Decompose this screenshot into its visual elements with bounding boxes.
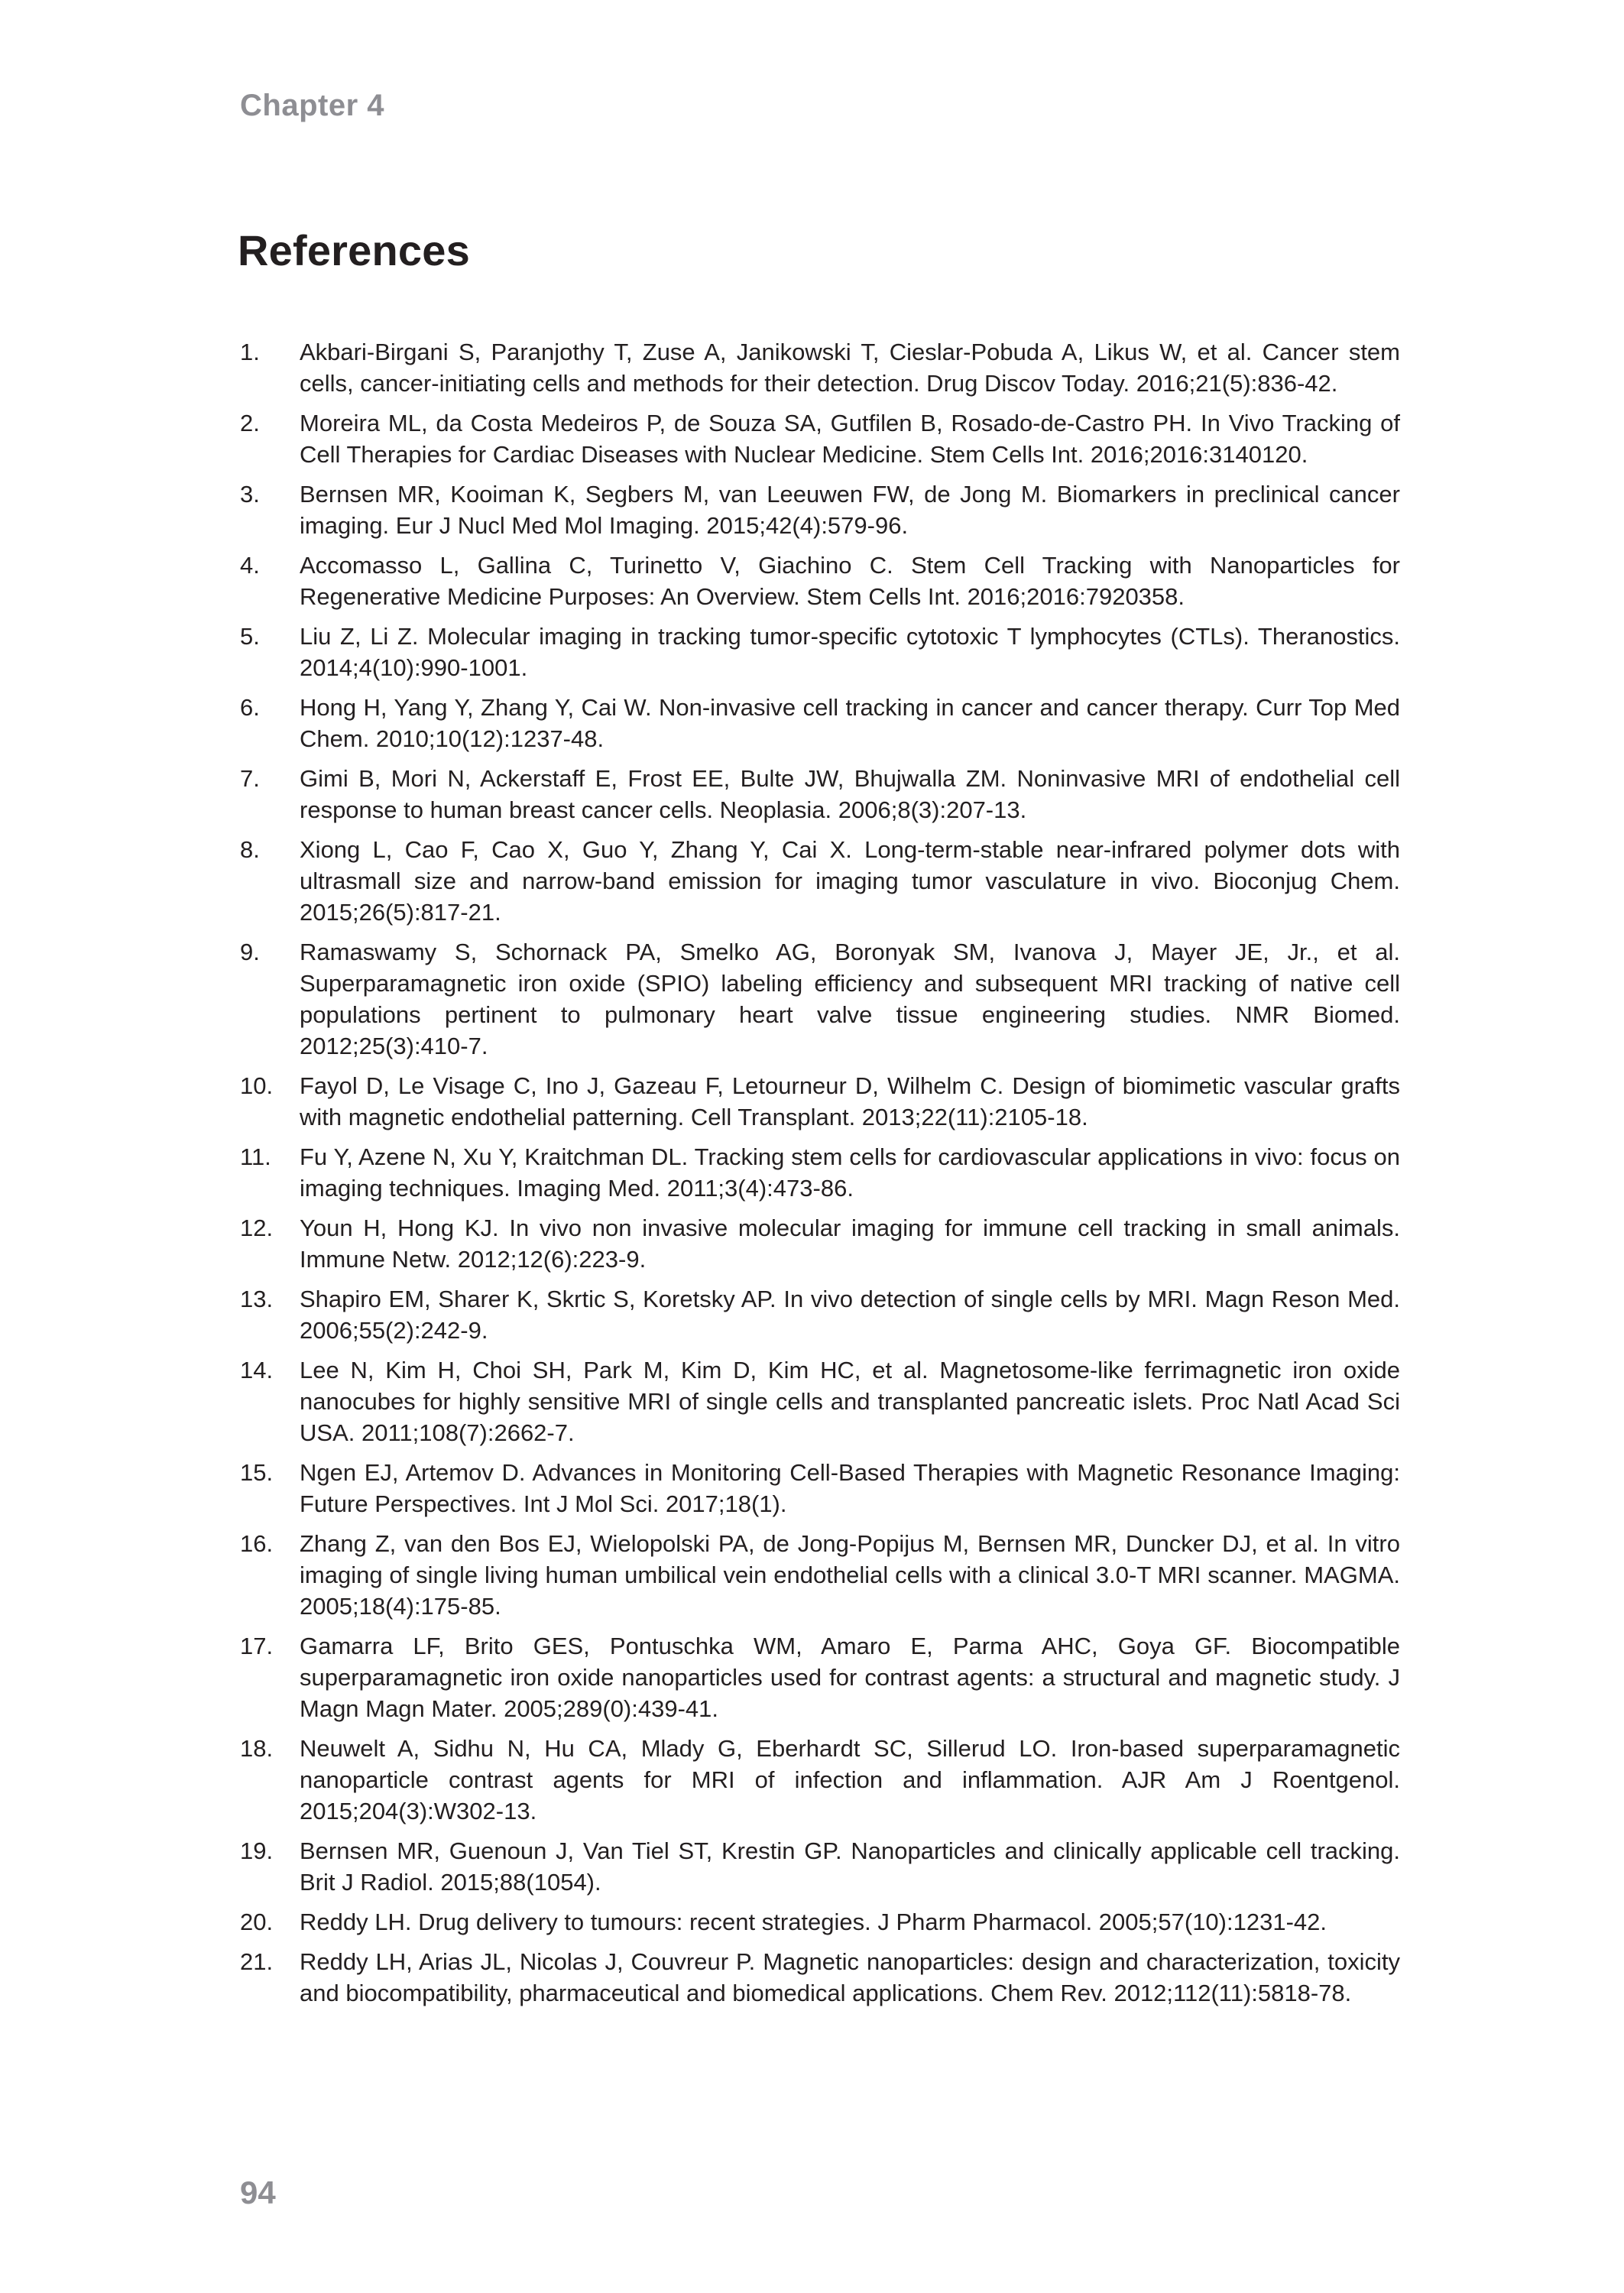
reference-number: 4. [240,552,260,579]
reference-item [240,936,1400,1062]
reference-item [240,834,1400,928]
reference-number: 10. [240,1072,274,1099]
reference-text: Liu Z, Li Z. Molecular imaging in tracking tumor-specific cytotoxic T lymphocytes (CTLs). Theranostics. 2014;4(10):990-1001. [300,623,1400,681]
reference-item [240,692,1400,754]
reference-item [240,1733,1400,1827]
reference-text: Moreira ML, da Costa Medeiros P, de Souza SA, Gutfilen B, Rosado-de-Castro PH. In Vivo Tracking of Cell Therapies for Cardiac Diseases with Nuclear Medicine. Stem Cells Int. 2016;2016:3140120. [300,410,1400,468]
reference-item [240,1630,1400,1724]
reference-item [240,763,1400,825]
reference-number: 3. [240,481,260,508]
reference-item [240,1528,1400,1622]
reference-text: Zhang Z, van den Bos EJ, Wielopolski PA, de Jong-Popijus M, Bernsen MR, Duncker DJ, et al. In vitro imaging of single living human umbilical vein endothelial cells with a clinical 3.0-T MRI scanner. MAGMA. 2005;18(4):175-85. [300,1530,1400,1620]
reference-text: Bernsen MR, Guenoun J, Van Tiel ST, Krestin GP. Nanoparticles and clinically applicable cell tracking. Brit J Radiol. 2015;88(1054). [300,1837,1400,1896]
reference-number: 5. [240,623,260,650]
reference-text: Reddy LH. Drug delivery to tumours: recent strategies. J Pharm Pharmacol. 2005;57(10):1231-42. [300,1909,1327,1935]
reference-number: 11. [240,1143,271,1170]
reference-number: 13. [240,1286,274,1312]
reference-number: 14. [240,1357,274,1383]
reference-item [240,1212,1400,1275]
reference-number: 17. [240,1633,274,1659]
reference-text: Youn H, Hong KJ. In vivo non invasive molecular imaging for immune cell tracking in small animals. Immune Netw. 2012;12(6):223-9. [300,1215,1400,1273]
reference-number: 9. [240,939,260,965]
reference-text: Akbari-Birgani S, Paranjothy T, Zuse A, Janikowski T, Cieslar-Pobuda A, Likus W, et al. Cancer stem cells, cancer-initiating cells and methods for their detection. Drug Discov Today. 2016;21(5):836-42. [300,339,1400,397]
reference-item [240,1457,1400,1519]
reference-item [240,621,1400,683]
reference-item [240,336,1400,399]
page-number: 94 [240,2175,276,2210]
reference-number: 2. [240,410,260,436]
reference-text: Shapiro EM, Sharer K, Skrtic S, Koretsky AP. In vivo detection of single cells by MRI. Magn Reson Med. 2006;55(2):242-9. [300,1286,1400,1344]
reference-text: Fu Y, Azene N, Xu Y, Kraitchman DL. Tracking stem cells for cardiovascular applications in vivo: focus on imaging techniques. Imaging Med. 2011;3(4):473-86. [300,1143,1400,1202]
reference-item [240,478,1400,541]
reference-text: Lee N, Kim H, Choi SH, Park M, Kim D, Kim HC, et al. Magnetosome-like ferrimagnetic iron oxide nanocubes for highly sensitive MRI of single cells and transplanted pancreatic islets. Proc Natl Acad Sci USA. 2011;108(7):2662-7. [300,1357,1400,1446]
reference-number: 16. [240,1530,274,1557]
reference-text: Neuwelt A, Sidhu N, Hu CA, Mlady G, Eberhardt SC, Sillerud LO. Iron-based superparamagnetic nanoparticle contrast agents for MRI of infection and inflammation. AJR Am J Roentgenol. 2015;204(3):W302-13. [300,1735,1400,1824]
reference-item [240,1354,1400,1448]
reference-number: 20. [240,1909,274,1935]
reference-text: Gimi B, Mori N, Ackerstaff E, Frost EE, Bulte JW, Bhujwalla ZM. Noninvasive MRI of endothelial cell response to human breast cancer cells. Neoplasia. 2006;8(3):207-13. [300,765,1400,823]
reference-list [240,336,1400,2009]
reference-text: Hong H, Yang Y, Zhang Y, Cai W. Non-invasive cell tracking in cancer and cancer therapy. Curr Top Med Chem. 2010;10(12):1237-48. [300,694,1400,752]
reference-item [240,407,1400,470]
reference-number: 1. [240,339,260,365]
reference-number: 7. [240,765,260,792]
reference-text: Accomasso L, Gallina C, Turinetto V, Giachino C. Stem Cell Tracking with Nanoparticles for Regenerative Medicine Purposes: An Overview. Stem Cells Int. 2016;2016:7920358. [300,552,1400,610]
reference-item [240,1141,1400,1204]
reference-text: Ngen EJ, Artemov D. Advances in Monitoring Cell-Based Therapies with Magnetic Resonance Imaging: Future Perspectives. Int J Mol Sci. 2017;18(1). [300,1459,1400,1517]
reference-number: 15. [240,1459,274,1486]
reference-number: 12. [240,1215,274,1241]
reference-number: 6. [240,694,260,721]
reference-item [240,550,1400,612]
reference-item [240,1835,1400,1898]
running-header-chapter: Chapter 4 [240,89,384,122]
page-title: References [238,226,470,274]
reference-item [240,1946,1400,2009]
reference-item [240,1906,1400,1938]
reference-number: 19. [240,1837,274,1864]
reference-text: Gamarra LF, Brito GES, Pontuschka WM, Amaro E, Parma AHC, Goya GF. Biocompatible superparamagnetic iron oxide nanoparticles used for contrast agents: a structural and magnetic study. J Magn Magn Mater. 2005;289(0):439-41. [300,1633,1400,1722]
reference-number: 8. [240,836,260,863]
reference-number: 21. [240,1948,274,1975]
reference-item [240,1283,1400,1346]
reference-text: Ramaswamy S, Schornack PA, Smelko AG, Boronyak SM, Ivanova J, Mayer JE, Jr., et al. Superparamagnetic iron oxide (SPIO) labeling efficiency and subsequent MRI tracking of native cell populations pertinent to pulmonary heart valve tissue engineering studies. NMR Biomed. 2012;25(3):410-7. [300,939,1400,1059]
reference-text: Xiong L, Cao F, Cao X, Guo Y, Zhang Y, Cai X. Long-term-stable near-infrared polymer dots with ultrasmall size and narrow-band emission for imaging tumor vasculature in vivo. Bioconjug Chem. 2015;26(5):817-21. [300,836,1400,926]
reference-item [240,1070,1400,1133]
reference-text: Reddy LH, Arias JL, Nicolas J, Couvreur P. Magnetic nanoparticles: design and characterization, toxicity and biocompatibility, pharmaceutical and biomedical applications. Chem Rev. 2012;112(11):5818-78. [300,1948,1400,2006]
reference-number: 18. [240,1735,274,1762]
reference-text: Fayol D, Le Visage C, Ino J, Gazeau F, Letourneur D, Wilhelm C. Design of biomimetic vascular grafts with magnetic endothelial patterning. Cell Transplant. 2013;22(11):2105-18. [300,1072,1400,1130]
reference-text: Bernsen MR, Kooiman K, Segbers M, van Leeuwen FW, de Jong M. Biomarkers in preclinical cancer imaging. Eur J Nucl Med Mol Imaging. 2015;42(4):579-96. [300,481,1400,539]
